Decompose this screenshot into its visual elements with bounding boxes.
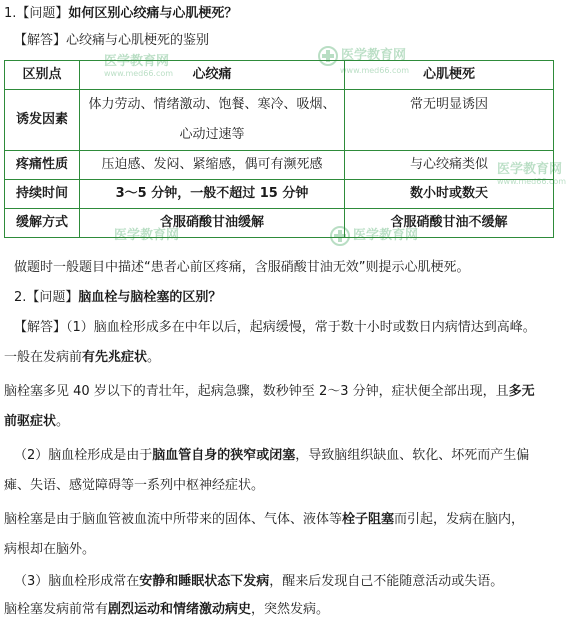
table-row-key: 持续时间 [5,180,80,209]
q1-answer-intro [14,31,570,51]
q2-paragraph [4,382,570,402]
table-cell: 含服硝酸甘油缓解 [80,209,345,238]
q2-text: ，醒来后发现自己不能随意活动或失语。 [269,574,504,589]
watermark-text: 医学教育网 [341,48,407,63]
q2-emphasis: 前驱症状 [4,414,57,429]
q2-emphasis: 栓子阻塞 [342,512,395,527]
watermark-url: www.med66.com [497,177,567,186]
table-row-key: 缓解方式 [5,209,80,238]
table-row-key: 诱发因素 [5,90,80,151]
q2-tag: 【问题】 [26,290,79,305]
q2-text: ，导致脑组织缺血、软化、坏死而产生偏 [295,448,530,463]
q2-paragraph: 瘫、失语、感觉障碍等一系列中枢神经症状。 [4,478,265,493]
q2-emphasis: 有先兆症状 [82,350,148,365]
q1-answer-tag: 【解答】 [14,33,67,48]
q2-paragraph [14,572,570,592]
q2-paragraph [14,446,570,466]
q2-text: ，突然发病。 [251,602,330,617]
q2-emphasis: 脑血管自身的狭窄或闭塞 [152,448,296,463]
table-cell: 常无明显诱因 [345,90,554,151]
watermark-url: www.med66.com [104,69,174,78]
q2-paragraph: 病根却在脑外。 [4,542,96,557]
table-row [5,180,554,209]
q2-paragraph [14,318,570,338]
q2-paragraph [4,600,570,620]
comparison-table [4,60,554,238]
table-header-cell: 心绞痛 [80,61,345,90]
q2-emphasis: 安静和睡眠状态下发病 [139,574,270,589]
q2-paragraph [4,412,570,432]
q1-title: 如何区别心绞痛与心肌梗死？ [68,6,238,21]
table-header-cell: 心肌梗死 [345,61,554,90]
table-cell: 含服硝酸甘油不缓解 [345,209,554,238]
q1-number: 1. [4,6,17,21]
q2-text: 脑栓塞发病前常有 [4,602,109,617]
q2-emphasis: 剧烈运动和情绪激动病史 [108,602,252,617]
table-cell: 与心绞痛类似 [345,151,554,180]
table-row [5,90,554,151]
table-header-cell: 区别点 [5,61,80,90]
table-row [5,151,554,180]
q1-note: 做题时一般题目中描述“患者心前区疼痛，含服硝酸甘油无效”则提示心肌梗死。 [14,260,470,275]
q2-paragraph [4,348,570,368]
q2-text: 脑栓塞是由于脑血管被血流中所带来的固体、气体、液体等 [4,512,343,527]
q2-text: 。 [56,414,70,429]
q2-emphasis: 多无 [508,384,535,399]
table-cell-line: 体力劳动、情绪激动、饱餐、寒冷、吸烟、 [88,97,336,112]
table-cell [80,90,345,151]
table-cell: 3～5 分钟，一般不超过 15 分钟 [80,180,345,209]
q1-heading [4,4,570,24]
q2-text: 一般在发病前 [4,350,83,365]
q2-answer-tag: 【解答】 [14,320,67,335]
q2-text: 脑栓塞多见 40 岁以下的青壮年，起病急骤，数秒钟至 2～3 分钟，症状便全部出现，且 [4,384,509,399]
q2-text: 。 [147,350,161,365]
q2-title: 脑血栓与脑栓塞的区别？ [78,290,222,305]
table-row-key: 疼痛性质 [5,151,80,180]
table-cell: 数小时或数天 [345,180,554,209]
table-row [5,209,554,238]
table-header-row [5,61,554,90]
watermark-text: 医学教育网 [353,228,419,243]
q2-paragraph [4,510,570,530]
table-cell-line: 心动过速等 [179,127,245,142]
q2-text: （2）脑血栓形成是由于 [14,448,153,463]
q1-tag: 【问题】 [16,6,69,21]
q2-text: （3）脑血栓形成常在 [14,574,140,589]
watermark-url: www.med66.com [340,65,410,75]
watermark-text: 医学教育网 [114,228,180,243]
table-cell: 压迫感、发闷、紧缩感，偶可有濒死感 [80,151,345,180]
q1-answer-text: 心绞痛与心肌梗死的鉴别 [66,33,210,48]
watermark-text: 医学教育网 [104,54,170,69]
q2-text: （1）脑血栓形成多在中年以后，起病缓慢，常于数十小时或数日内病情达到高峰。 [66,320,536,335]
watermark-text: 医学教育网 [497,162,563,177]
q2-heading [14,288,570,308]
q2-text: 而引起，发病在脑内， [394,512,525,527]
q2-number: 2. [14,290,27,305]
